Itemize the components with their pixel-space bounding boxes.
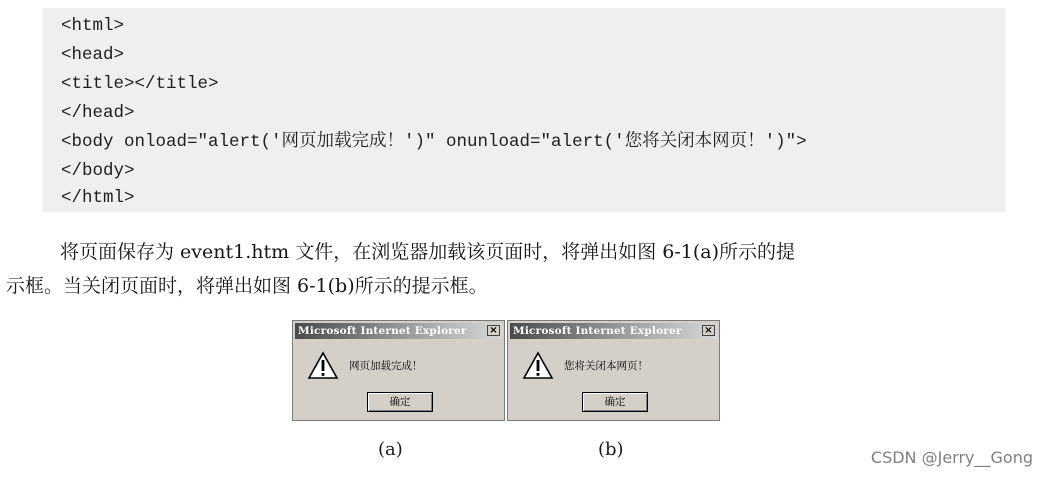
dialog-title: Microsoft Internet Explorer <box>513 325 682 337</box>
alert-dialog-b <box>507 320 720 421</box>
code-line: <html> <box>61 16 125 36</box>
ok-button[interactable]: 确定 <box>582 392 648 412</box>
code-line: </body> <box>61 161 135 181</box>
body-paragraph-line-1: 将页面保存为 event1.htm 文件，在浏览器加载该页面时，将弹出如图 6-1(a)所示的提 <box>60 241 795 263</box>
dialog-message: 网页加载完成！ <box>349 360 423 372</box>
figure-caption-b: (b) <box>598 439 624 460</box>
alert-dialog-a <box>292 320 505 421</box>
close-button[interactable]: × <box>487 325 500 336</box>
code-line: </head> <box>61 103 135 123</box>
code-line: <title></title> <box>61 74 219 94</box>
code-block <box>43 8 1005 212</box>
body-paragraph-line-2: 示框。当关闭页面时，将弹出如图 6-1(b)所示的提示框。 <box>6 275 488 297</box>
dialog-titlebar <box>295 323 502 339</box>
code-line: </html> <box>61 188 135 208</box>
warning-icon <box>307 351 339 381</box>
dialog-message: 您将关闭本网页！ <box>564 360 648 372</box>
dialog-title: Microsoft Internet Explorer <box>298 325 467 337</box>
code-line: <head> <box>61 45 125 65</box>
dialog-titlebar <box>510 323 717 339</box>
warning-icon <box>522 351 554 381</box>
ok-button[interactable]: 确定 <box>367 392 433 412</box>
csdn-watermark: CSDN @Jerry__Gong <box>870 448 1033 467</box>
figure-caption-a: (a) <box>378 439 403 460</box>
close-button[interactable]: × <box>702 325 715 336</box>
code-line: <body onload="alert('网页加载完成！')" onunload="alert('您将关闭本网页！')"> <box>61 132 807 152</box>
